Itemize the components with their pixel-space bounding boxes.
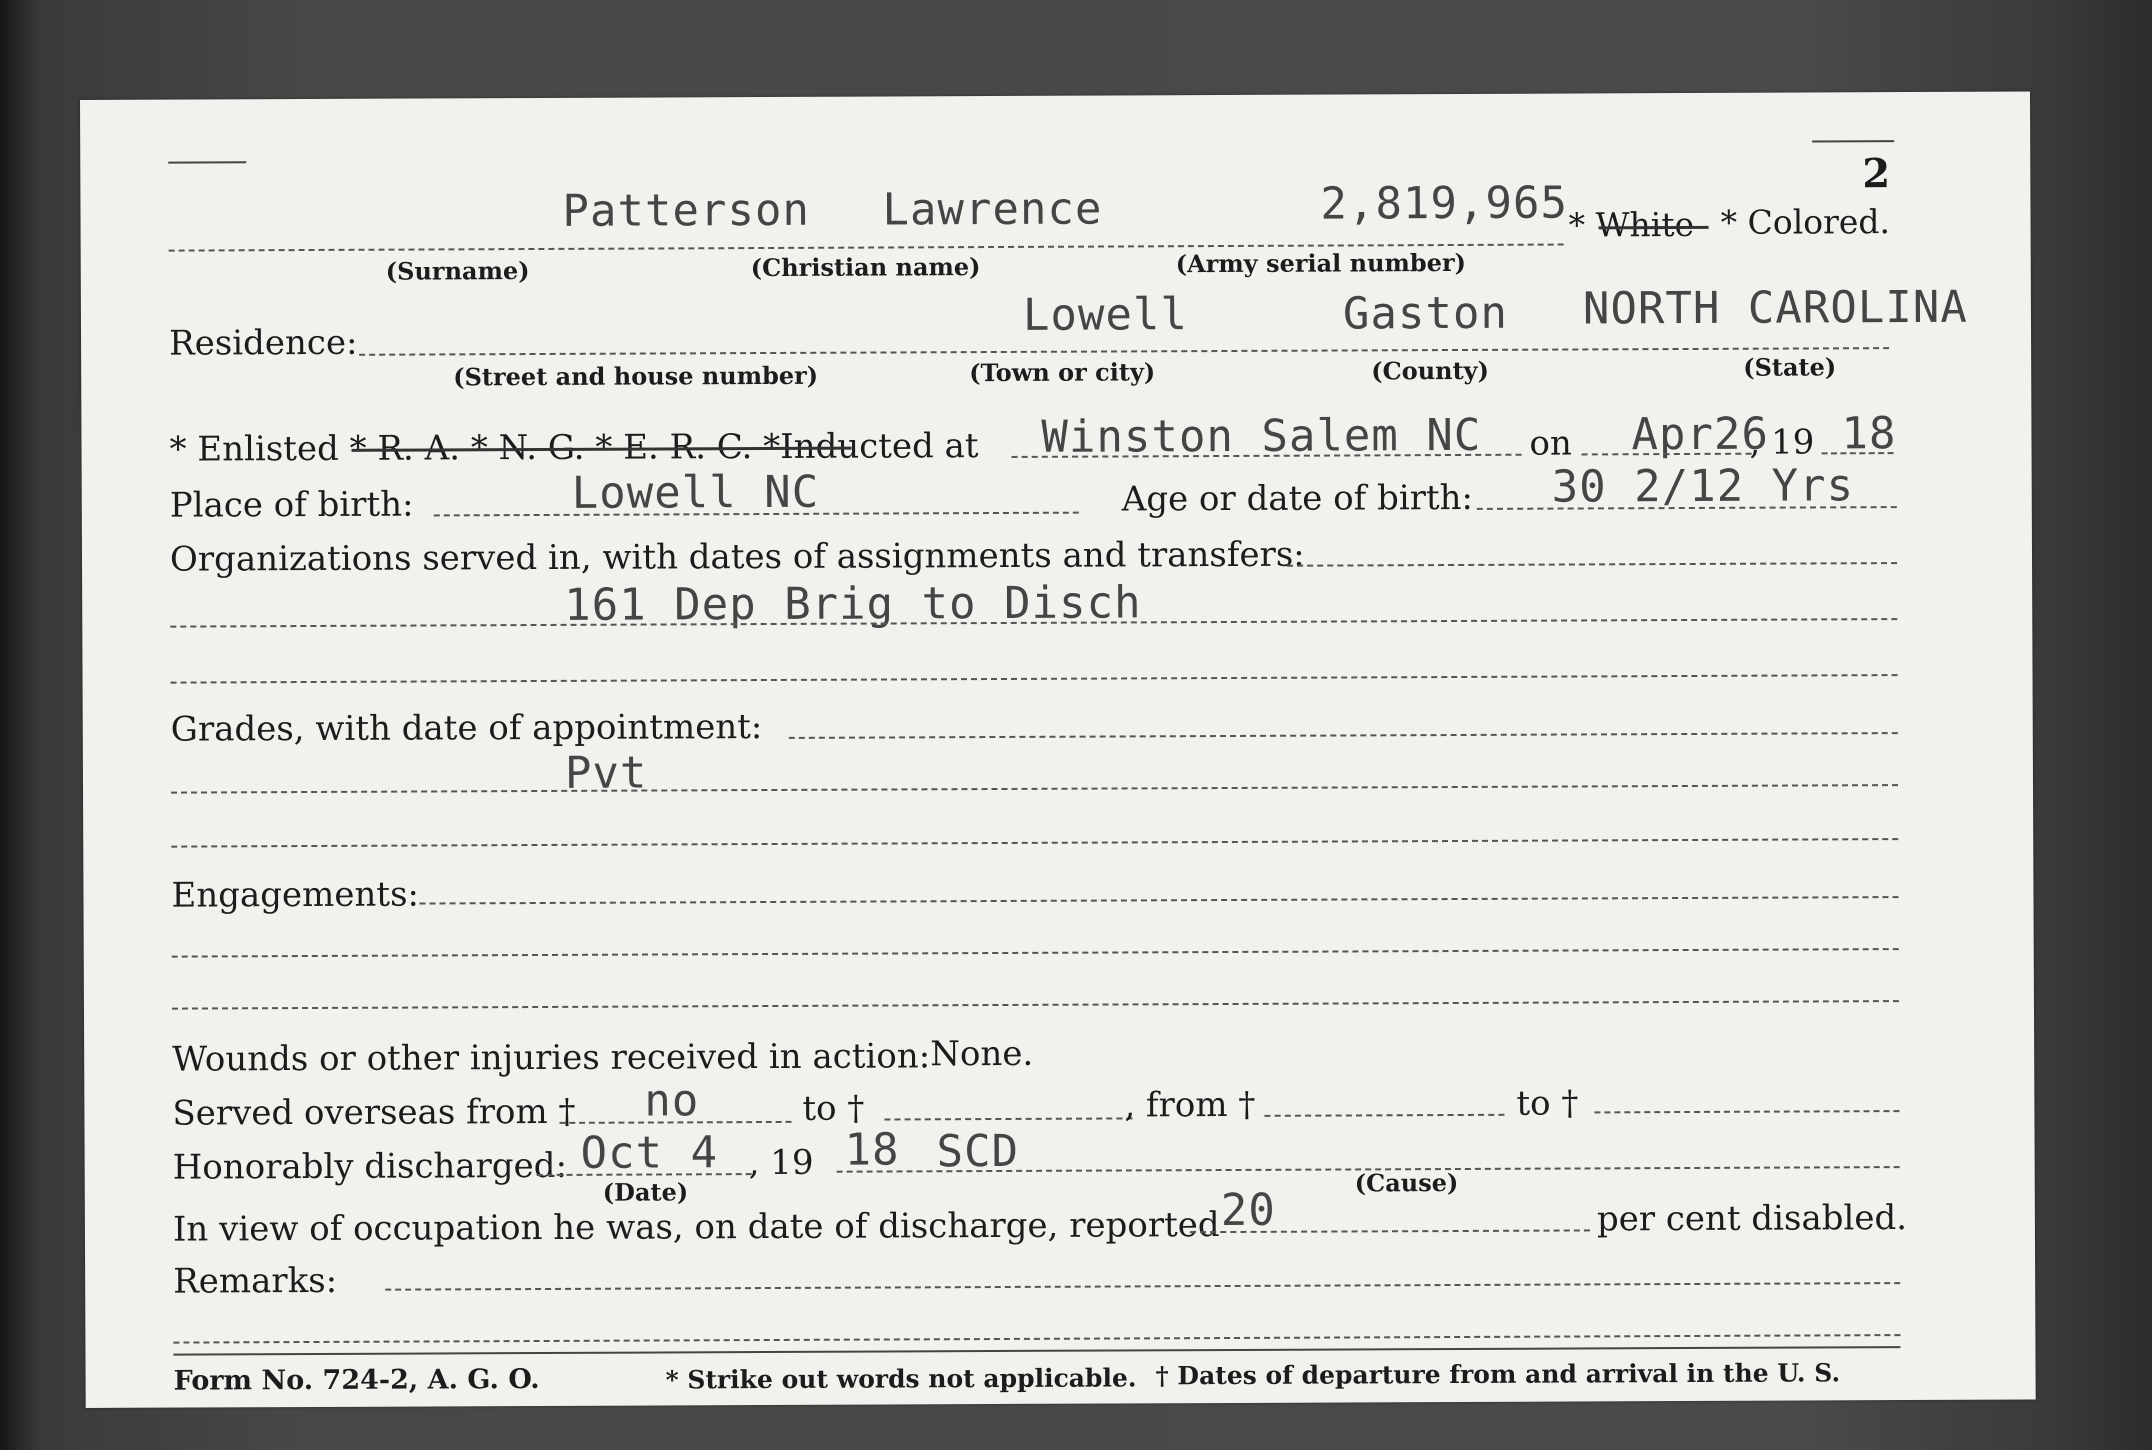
enlisted-label: * Enlisted * R. A. * N. G. * E. R. C. *Inducted at [169,426,979,470]
served-overseas-label: Served overseas from † [172,1091,576,1134]
place-of-birth-value: Lowell NC [571,466,820,519]
corner-rule [168,161,246,163]
remarks-line-1 [385,1282,1900,1291]
dagger-note: † Dates of departure from and arrival in the U. S. [1155,1358,1841,1391]
place-of-birth-label: Place of birth: [169,484,414,526]
grades-label: Grades, with date of appointment: [170,707,763,750]
organizations-line-3 [171,674,1898,684]
christian-name-value: Lawrence [882,183,1103,236]
street-caption: (Street and house number) [453,360,819,392]
residence-label: Residence: [168,322,358,364]
town-value: Lowell [1022,289,1189,341]
cause-caption: (Cause) [1354,1167,1459,1198]
race-white-strike [1599,226,1709,229]
organizations-line-1 [1287,562,1897,567]
wounds-value: None. [930,1033,1034,1075]
overseas-to-label: to † [802,1088,865,1129]
overseas-from-value: no [644,1075,700,1127]
town-caption: (Town or city) [969,357,1156,388]
christian-name-caption: (Christian name) [750,252,981,283]
service-record-card [80,91,2036,1407]
state-caption: (State) [1743,352,1837,382]
induction-year-prefix: , 19 [1749,422,1815,463]
discharge-date-value: Oct 4 [580,1127,719,1179]
organizations-value: 161 Dep Brig to Disch [564,577,1142,631]
discharge-cause-value: SCD [936,1125,1020,1178]
age-label: Age or date of birth: [1121,477,1474,520]
grades-value: Pvt [564,747,648,799]
strike-note: * Strike out words not applicable. [665,1363,1137,1395]
form-number: Form No. 724-2, A. G. O. [173,1364,540,1397]
organizations-label: Organizations served in, with dates of assignments and transfers: [169,534,1305,580]
on-label: on [1529,423,1572,464]
occupation-label: In view of occupation he was, on date of discharge, reported [172,1205,1220,1250]
race-white: * White [1568,204,1695,245]
induction-date-value: Apr26 [1631,408,1770,461]
discharge-year-prefix: , 19 [748,1142,814,1184]
residence-line [359,347,1889,356]
race-colored: * Colored. [1720,202,1891,242]
disabled-percent-line [1190,1229,1590,1233]
disabled-percent-value: 20 [1220,1184,1276,1237]
engagements-label: Engagements: [171,874,420,916]
overseas-to-line [884,1117,1132,1120]
discharge-year-value: 18 [844,1124,900,1176]
grades-line-2 [171,784,1898,794]
county-caption: (County) [1371,355,1490,386]
grades-line-1 [789,732,1898,739]
remarks-line-2 [173,1334,1900,1344]
overseas-to2-line [1594,1110,1899,1113]
induction-year-value: 18 [1841,408,1897,460]
army-serial-caption: (Army serial number) [1175,247,1467,279]
overseas-from2-line [1264,1114,1504,1117]
surname-caption: (Surname) [385,256,530,286]
engagements-line-3 [172,1000,1899,1010]
remarks-label: Remarks: [173,1260,338,1302]
page-number: 2 [1862,150,1891,198]
overseas-from2-label: , from † [1124,1084,1256,1126]
overseas-to2-label: to † [1516,1083,1579,1124]
page-number-rule [1812,140,1894,142]
wounds-label: Wounds or other injuries received in action: [172,1036,931,1080]
engagements-line-1 [420,896,1899,904]
serial-number-value: 2,819,965 [1320,177,1568,230]
age-value: 30 2/12 Yrs [1551,460,1855,513]
grades-line-3 [171,838,1898,848]
footer-rule [173,1346,1900,1356]
county-value: Gaston [1342,287,1509,340]
state-value: NORTH CAROLINA [1582,281,1968,335]
engagements-line-2 [172,948,1899,958]
date-caption: (Date) [602,1177,689,1207]
discharged-label: Honorably discharged: [172,1145,568,1188]
inducted-at-value: Winston Salem NC [1041,409,1482,463]
per-cent-label: per cent disabled. [1596,1198,1908,1240]
surname-value: Patterson [562,184,811,237]
induction-year-line [1822,452,1894,454]
